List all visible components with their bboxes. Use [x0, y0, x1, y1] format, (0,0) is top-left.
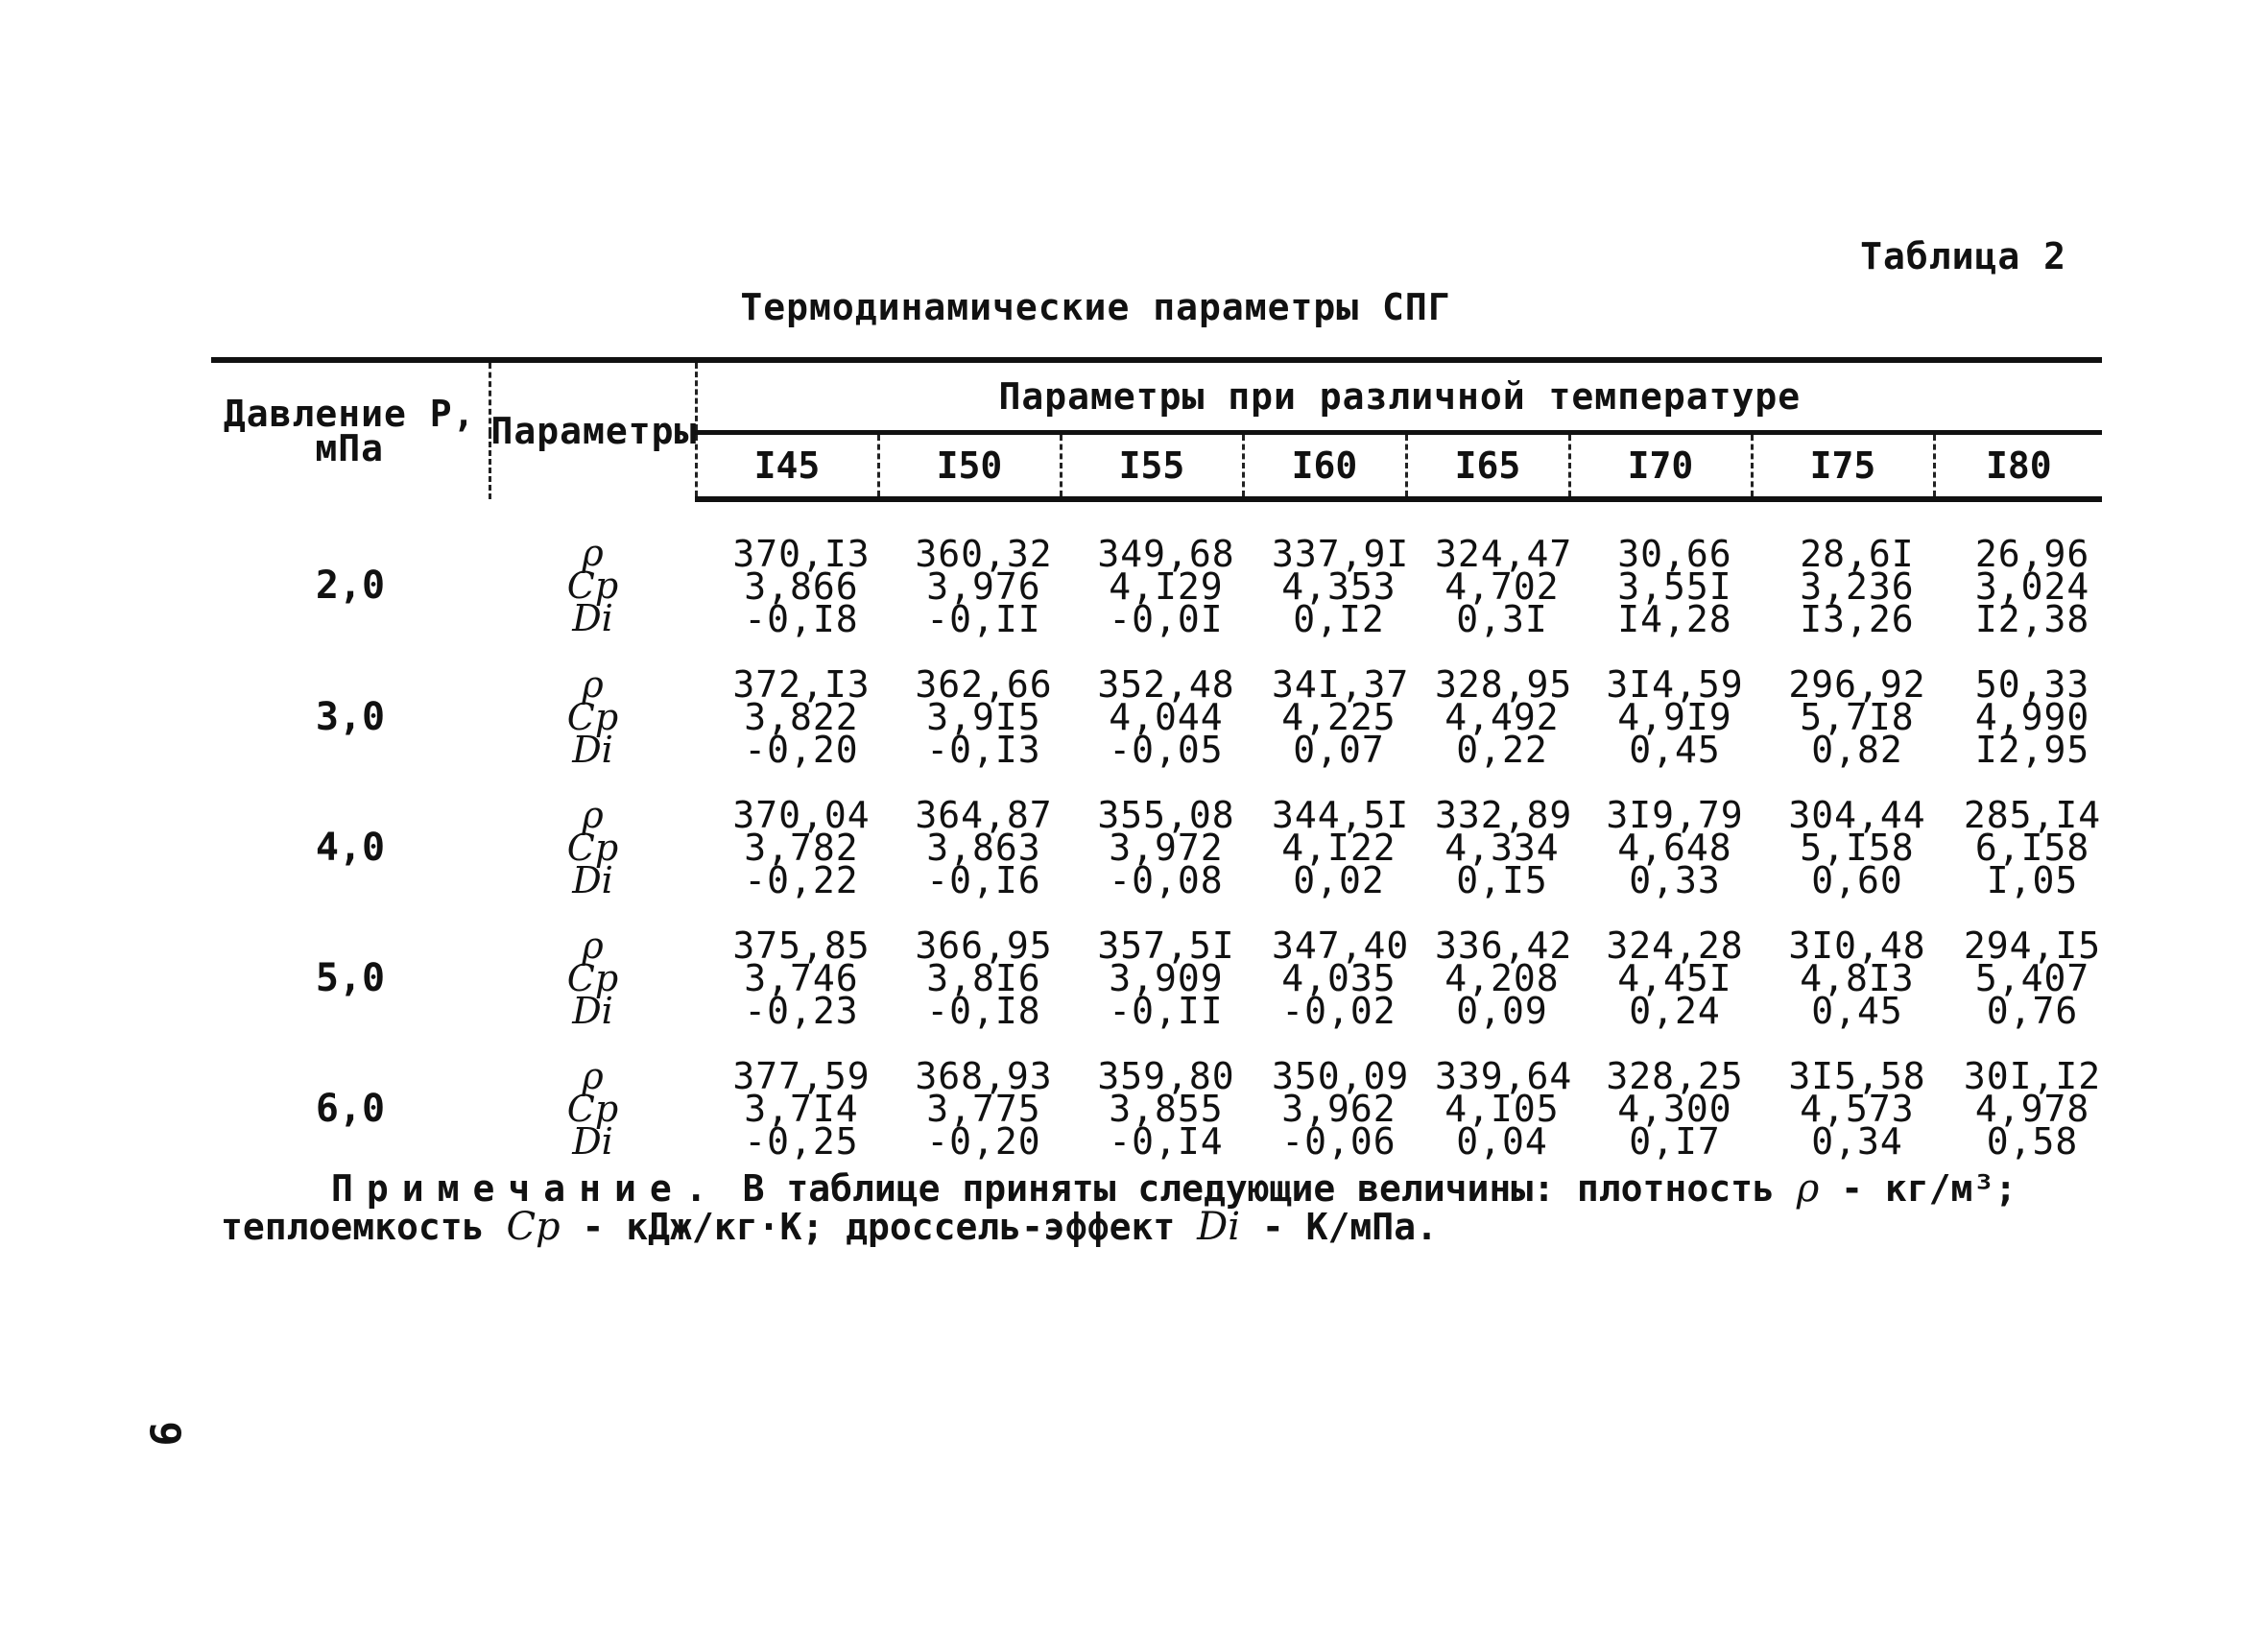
- value: 3,976: [926, 565, 1041, 608]
- value: 4,035: [1281, 957, 1397, 999]
- value: I3,26: [1800, 598, 1915, 640]
- value: 359,80: [1097, 1055, 1235, 1097]
- value-cell: [1569, 913, 1752, 1044]
- value: 0,24: [1629, 990, 1721, 1032]
- value: 4,702: [1444, 565, 1560, 608]
- parameter-symbol: Cp: [566, 957, 619, 999]
- value: 3I5,58: [1788, 1055, 1926, 1097]
- value: 4,9I9: [1617, 696, 1732, 738]
- value: 0,09: [1456, 990, 1548, 1032]
- value: 352,48: [1097, 663, 1235, 706]
- value: 362,66: [915, 663, 1053, 706]
- value: 364,87: [915, 794, 1053, 836]
- header-temp: I45: [696, 433, 878, 500]
- table-row: [211, 1044, 2102, 1174]
- parameter-symbol: Cp: [566, 564, 619, 607]
- value: 3,962: [1281, 1088, 1397, 1130]
- value: 0,04: [1456, 1120, 1548, 1163]
- value: -0,06: [1281, 1120, 1397, 1163]
- value-cell: [1406, 499, 1573, 652]
- table-title-text: Термодинамические параметры СПГ: [740, 286, 1451, 328]
- thermo-table: [211, 357, 2102, 1174]
- value-cell: [1569, 782, 1752, 913]
- parameter-symbols: [489, 499, 696, 652]
- value: 375,85: [732, 924, 871, 967]
- value: 332,89: [1435, 794, 1573, 836]
- value: 337,9I: [1272, 533, 1410, 575]
- value: 4,990: [1974, 696, 2090, 738]
- value-cell: [1243, 1044, 1410, 1174]
- value: 4,978: [1974, 1088, 2090, 1130]
- value: 4,45I: [1617, 957, 1732, 999]
- value: 344,5I: [1272, 794, 1410, 836]
- value: 3,909: [1109, 957, 1224, 999]
- value: 3,866: [744, 565, 859, 608]
- value: 3I9,79: [1606, 794, 1744, 836]
- value: 377,59: [732, 1055, 871, 1097]
- value: 0,45: [1811, 990, 1903, 1032]
- value: -0,I8: [926, 990, 1041, 1032]
- value: I2,95: [1974, 729, 2090, 771]
- value-cell: [1061, 913, 1243, 1044]
- value-cell: [1061, 499, 1243, 652]
- value: 3,782: [744, 827, 859, 869]
- parameter-symbol: Cp: [566, 1088, 619, 1130]
- header-pressure: Давление Р, мПа: [211, 360, 489, 499]
- value-cell: [1934, 1044, 2102, 1174]
- value-cell: [1061, 652, 1243, 782]
- value: 370,I3: [732, 533, 871, 575]
- value: 3,972: [1109, 827, 1224, 869]
- value-cell: [878, 1044, 1061, 1174]
- value: 0,I5: [1456, 859, 1548, 901]
- value: 4,I05: [1444, 1088, 1560, 1130]
- value: 347,40: [1272, 924, 1410, 967]
- pressure-value: 6,0: [315, 1087, 386, 1131]
- value: 357,5I: [1097, 924, 1235, 967]
- header-temp: I60: [1243, 433, 1406, 500]
- value: 0,07: [1293, 729, 1385, 771]
- value: -0,I3: [926, 729, 1041, 771]
- value-cell: [878, 652, 1061, 782]
- value: -0,08: [1109, 859, 1224, 901]
- value: 368,93: [915, 1055, 1053, 1097]
- value: 5,I58: [1800, 827, 1915, 869]
- value: 0,33: [1629, 859, 1721, 901]
- value-cell: [1406, 782, 1573, 913]
- parameter-symbol: ρ: [582, 924, 604, 967]
- value: 350,09: [1272, 1055, 1410, 1097]
- value: 30,66: [1617, 533, 1732, 575]
- value: 4,8I3: [1800, 957, 1915, 999]
- value-cell: [1406, 1044, 1573, 1174]
- value: -0,I8: [744, 598, 859, 640]
- value: 26,96: [1974, 533, 2090, 575]
- parameter-symbols: [489, 782, 696, 913]
- value: 34I,37: [1272, 663, 1410, 706]
- value: -0,02: [1281, 990, 1397, 1032]
- value: 0,60: [1811, 859, 1903, 901]
- value-cell: [1243, 652, 1410, 782]
- parameter-symbol: ρ: [582, 531, 604, 574]
- value: 3,024: [1974, 565, 2090, 608]
- value: -0,20: [744, 729, 859, 771]
- parameter-symbols: [489, 652, 696, 782]
- header-temperature-group: Параметры при различной температуре: [696, 360, 2102, 433]
- pressure-value: 4,0: [315, 826, 386, 870]
- value: 3,7I4: [744, 1088, 859, 1130]
- value: 336,42: [1435, 924, 1573, 967]
- table-note: [221, 1166, 2107, 1249]
- value: 324,28: [1606, 924, 1744, 967]
- value: 0,34: [1811, 1120, 1903, 1163]
- value-cell: [696, 652, 878, 782]
- value: I4,28: [1617, 598, 1732, 640]
- value-cell: [1406, 652, 1573, 782]
- value-cell: [1243, 782, 1410, 913]
- value: 0,22: [1456, 729, 1548, 771]
- note-di-unit: - К/мПа.: [1261, 1206, 1438, 1248]
- value: 349,68: [1097, 533, 1235, 575]
- value-cell: [1061, 1044, 1243, 1174]
- value-cell: [878, 913, 1061, 1044]
- parameter-symbol: Di: [572, 1120, 613, 1163]
- value-cell: [1061, 782, 1243, 913]
- table-row: [211, 782, 2102, 913]
- table-row: [211, 652, 2102, 782]
- page-number: 9: [139, 1421, 189, 1447]
- value: 0,76: [1986, 990, 2079, 1032]
- value: -0,0I: [1109, 598, 1224, 640]
- value: 328,25: [1606, 1055, 1744, 1097]
- value: 3,775: [926, 1088, 1041, 1130]
- value: 3,746: [744, 957, 859, 999]
- note-cp-unit: - кДж/кг·К; дроссель-эффект: [582, 1206, 1176, 1248]
- value: 4,648: [1617, 827, 1732, 869]
- parameter-symbol: Di: [572, 729, 613, 771]
- note-label: Примечание.: [331, 1167, 721, 1210]
- value-cell: [1934, 782, 2102, 913]
- value: 4,492: [1444, 696, 1560, 738]
- parameter-symbol: Di: [572, 596, 613, 639]
- header-temp: I70: [1569, 433, 1752, 500]
- value-cell: [696, 913, 878, 1044]
- value-cell: [1752, 499, 1934, 652]
- value: 328,95: [1435, 663, 1573, 706]
- value: 3,9I5: [926, 696, 1041, 738]
- value: 372,I3: [732, 663, 871, 706]
- note-text-2: теплоемкость: [221, 1206, 485, 1248]
- value-cell: [1406, 913, 1573, 1044]
- parameter-symbols: [489, 1044, 696, 1174]
- value: 5,407: [1974, 957, 2090, 999]
- parameter-symbol: ρ: [582, 794, 604, 836]
- value: 6,I58: [1974, 827, 2090, 869]
- value: 285,I4: [1963, 794, 2102, 836]
- value: 4,225: [1281, 696, 1397, 738]
- parameter-symbols: [489, 913, 696, 1044]
- value: 370,04: [732, 794, 871, 836]
- value: 4,044: [1109, 696, 1224, 738]
- value: 294,I5: [1963, 924, 2102, 967]
- value: 50,33: [1974, 663, 2090, 706]
- value: 4,208: [1444, 957, 1560, 999]
- value: 296,92: [1788, 663, 1926, 706]
- note-rho-symbol: ρ: [1796, 1166, 1820, 1211]
- value: 3,863: [926, 827, 1041, 869]
- value: I,05: [1986, 859, 2079, 901]
- note-di-symbol: Di: [1197, 1205, 1241, 1249]
- header-parameters: Параметры: [489, 360, 696, 499]
- table-label: Таблица 2: [1860, 235, 2066, 277]
- value: 0,I2: [1293, 598, 1385, 640]
- value: 3,855: [1109, 1088, 1224, 1130]
- value-cell: [1752, 782, 1934, 913]
- value: 4,I22: [1281, 827, 1397, 869]
- value: 0,02: [1293, 859, 1385, 901]
- value: 4,353: [1281, 565, 1397, 608]
- value: 4,573: [1800, 1088, 1915, 1130]
- value: -0,20: [926, 1120, 1041, 1163]
- value: 4,300: [1617, 1088, 1732, 1130]
- note-cp-symbol: Cp: [506, 1205, 561, 1249]
- note-text-1: В таблице приняты следующие величины: плотность: [742, 1167, 1775, 1210]
- value: 3,55I: [1617, 565, 1732, 608]
- header-temp: I50: [878, 433, 1061, 500]
- note-rho-unit: - кг/м³;: [1841, 1167, 2017, 1210]
- value: 339,64: [1435, 1055, 1573, 1097]
- value: -0,II: [1109, 990, 1224, 1032]
- value: 0,I7: [1629, 1120, 1721, 1163]
- value: 3I4,59: [1606, 663, 1744, 706]
- table-row: [211, 499, 2102, 652]
- value: 5,7I8: [1800, 696, 1915, 738]
- parameter-symbol: Cp: [566, 827, 619, 869]
- parameter-symbol: Di: [572, 990, 613, 1032]
- value: 366,95: [915, 924, 1053, 967]
- value: 0,3I: [1456, 598, 1548, 640]
- parameter-symbol: Di: [572, 859, 613, 901]
- value-cell: [1569, 499, 1752, 652]
- value-cell: [1243, 913, 1410, 1044]
- pressure-value: 2,0: [315, 563, 386, 608]
- value-cell: [1934, 652, 2102, 782]
- value: I2,38: [1974, 598, 2090, 640]
- value-cell: [696, 499, 878, 652]
- value: -0,I4: [1109, 1120, 1224, 1163]
- table-body: [211, 499, 2102, 1174]
- value: -0,II: [926, 598, 1041, 640]
- header-row-1: [211, 360, 2102, 433]
- value: 3,236: [1800, 565, 1915, 608]
- value: 4,I29: [1109, 565, 1224, 608]
- value: 3,822: [744, 696, 859, 738]
- header-temp: I75: [1752, 433, 1934, 500]
- parameter-symbol: Cp: [566, 696, 619, 738]
- pressure-value: 3,0: [315, 695, 386, 739]
- value: 28,6I: [1800, 533, 1915, 575]
- table-row: [211, 913, 2102, 1044]
- table-title: [0, 286, 2268, 328]
- value: 3I0,48: [1788, 924, 1926, 967]
- value: -0,I6: [926, 859, 1041, 901]
- value: 0,45: [1629, 729, 1721, 771]
- value-cell: [696, 782, 878, 913]
- value-cell: [1934, 499, 2102, 652]
- value: 360,32: [915, 533, 1053, 575]
- value-cell: [1569, 1044, 1752, 1174]
- value-cell: [1752, 652, 1934, 782]
- value-cell: [1752, 913, 1934, 1044]
- value: 324,47: [1435, 533, 1573, 575]
- header-temp: I65: [1406, 433, 1569, 500]
- value: 4,334: [1444, 827, 1560, 869]
- value: 0,82: [1811, 729, 1903, 771]
- parameter-symbol: ρ: [582, 663, 604, 706]
- value: 355,08: [1097, 794, 1235, 836]
- value: 3,8I6: [926, 957, 1041, 999]
- value: 30I,I2: [1963, 1055, 2102, 1097]
- header-temp: I80: [1934, 433, 2102, 500]
- value-cell: [1752, 1044, 1934, 1174]
- note-line-2: [221, 1205, 2107, 1249]
- value-cell: [1569, 652, 1752, 782]
- value: -0,22: [744, 859, 859, 901]
- value-cell: [878, 782, 1061, 913]
- pressure-value: 5,0: [315, 956, 386, 1000]
- value: 0,58: [1986, 1120, 2079, 1163]
- value-cell: [696, 1044, 878, 1174]
- parameter-symbol: ρ: [582, 1055, 604, 1097]
- value: -0,23: [744, 990, 859, 1032]
- value-cell: [1243, 499, 1410, 652]
- header-temp: I55: [1061, 433, 1243, 500]
- note-line-1: [331, 1166, 2107, 1211]
- value-cell: [1934, 913, 2102, 1044]
- value-cell: [878, 499, 1061, 652]
- value: 304,44: [1788, 794, 1926, 836]
- value: -0,25: [744, 1120, 859, 1163]
- value: -0,05: [1109, 729, 1224, 771]
